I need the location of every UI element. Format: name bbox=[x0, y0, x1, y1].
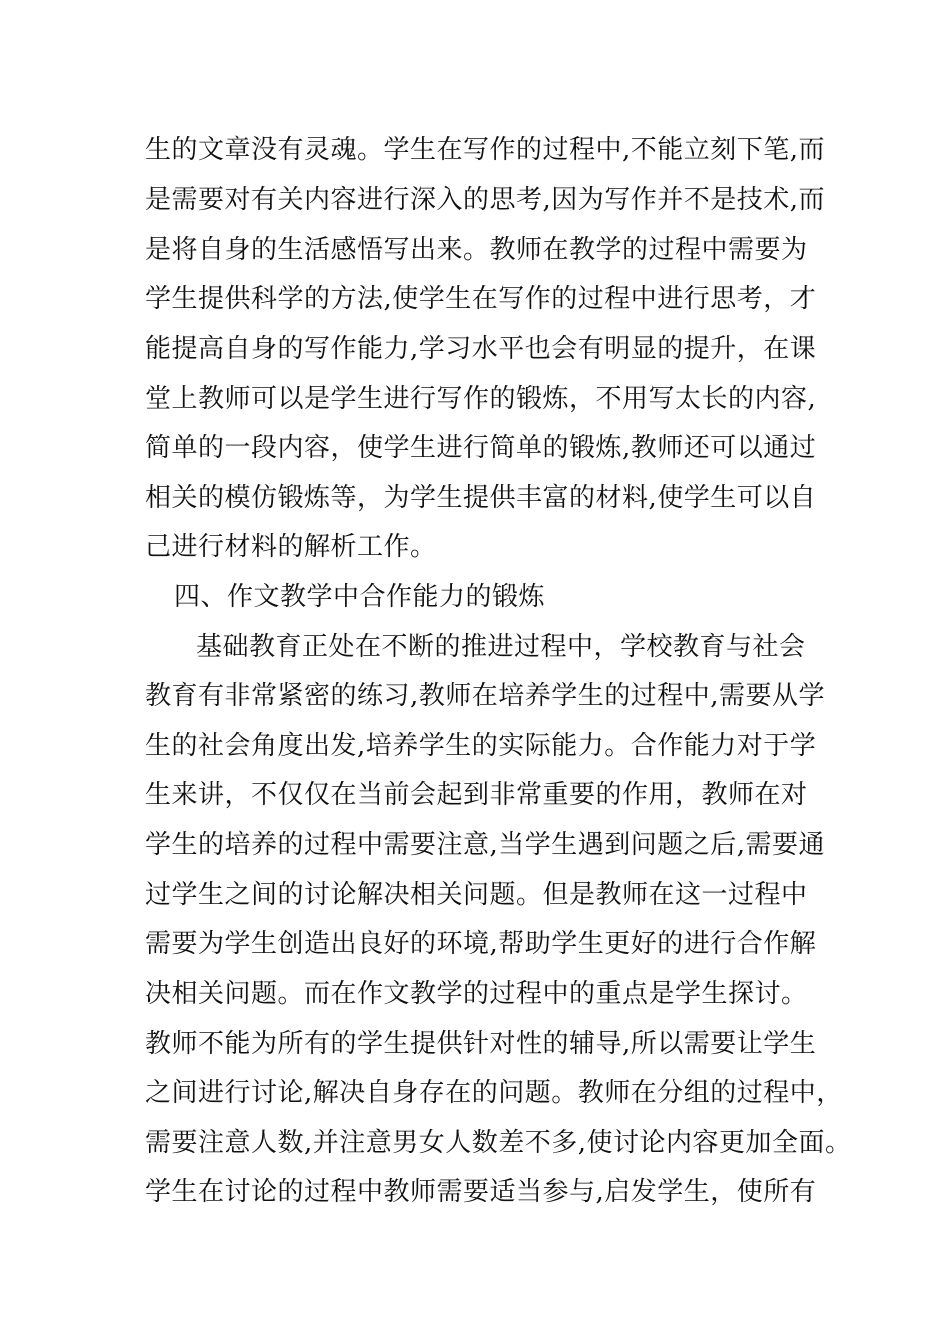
text-line: 简单的一段内容，使学生进行简单的锻炼,教师还可以通过 bbox=[145, 433, 817, 463]
text-line: 过学生之间的讨论解决相关问题。但是教师在这一过程中 bbox=[145, 880, 808, 910]
text-line: 基础教育正处在不断的推进过程中，学校教育与社会 bbox=[196, 632, 806, 662]
text-line: 教师不能为所有的学生提供针对性的辅导,所以需要让学生 bbox=[145, 1029, 817, 1059]
section-heading: 四、作文教学中合作能力的锻炼 bbox=[174, 582, 546, 612]
text-line: 决相关问题。而在作文教学的过程中的重点是学生探讨。 bbox=[145, 979, 808, 1009]
text-line: 学生的培养的过程中需要注意,当学生遇到问题之后,需要通 bbox=[145, 830, 826, 860]
text-line: 生的社会角度出发,培养学生的实际能力。合作能力对于学 bbox=[145, 731, 817, 761]
text-line: 己进行材料的解析工作。 bbox=[145, 532, 437, 562]
text-line: 能提高自身的写作能力,学习水平也会有明显的提升，在课 bbox=[145, 334, 817, 364]
text-line: 学生提供科学的方法,使学生在写作的过程中进行思考，才 bbox=[145, 284, 817, 314]
text-line: 生来讲，不仅仅在当前会起到非常重要的作用，教师在对 bbox=[145, 780, 808, 810]
text-line: 堂上教师可以是学生进行写作的锻炼，不用写太长的内容, bbox=[145, 384, 817, 414]
text-line: 需要为学生创造出良好的环境,帮助学生更好的进行合作解 bbox=[145, 929, 817, 959]
text-line: 之间进行讨论,解决自身存在的问题。教师在分组的过程中， bbox=[145, 1078, 843, 1108]
text-line: 生的文章没有灵魂。学生在写作的过程中,不能立刻下笔,而 bbox=[145, 135, 826, 165]
text-line: 是需要对有关内容进行深入的思考,因为写作并不是技术,而 bbox=[145, 185, 826, 215]
text-line: 学生在讨论的过程中教师需要适当参与,启发学生，使所有 bbox=[145, 1177, 817, 1207]
text-line: 相关的模仿锻炼等，为学生提供丰富的材料,使学生可以自 bbox=[145, 483, 817, 513]
text-line: 教育有非常紧密的练习,教师在培养学生的过程中,需要从学 bbox=[145, 681, 826, 711]
text-line: 是将自身的生活感悟写出来。教师在教学的过程中需要为 bbox=[145, 235, 808, 265]
text-line: 需要注意人数,并注意男女人数差不多,使讨论内容更加全面。 bbox=[145, 1128, 852, 1158]
